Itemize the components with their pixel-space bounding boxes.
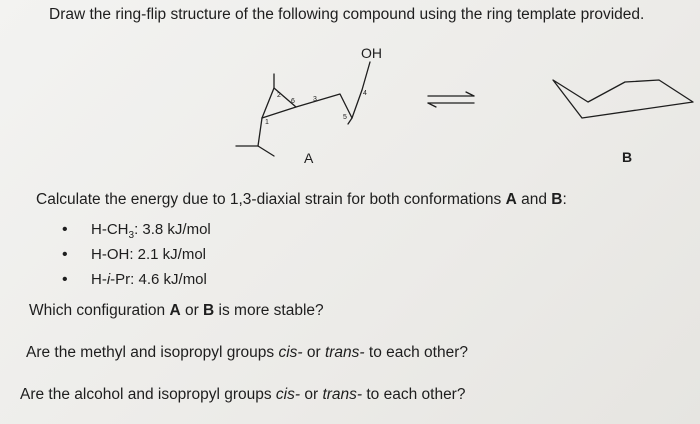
atom-number-6: 6 xyxy=(291,98,295,105)
equilibrium-arrows-icon xyxy=(428,92,474,107)
atom-number-3: 3 xyxy=(313,96,317,103)
atom-number-1: 1 xyxy=(265,119,269,126)
methyl-isopropyl-question: Are the methyl and isopropyl groups cis- or trans- to each other? xyxy=(26,344,469,361)
atom-number-2: 2 xyxy=(277,92,281,99)
stability-question: Which configuration A or B is more stable? xyxy=(29,302,324,319)
instruction-text: Draw the ring-flip structure of the following compound using the ring template provided. xyxy=(49,6,645,23)
atom-number-4: 4 xyxy=(363,90,367,97)
strain-h-ipr: • H-i-Pr: 4.6 kJ/mol xyxy=(62,270,211,295)
strain-h-ch3: • $H-CH_3$: 3.8 kJ/mol xyxy=(62,220,211,245)
chair-a-axial-c4 xyxy=(362,62,370,90)
alcohol-isopropyl-question: Are the alcohol and isopropyl groups cis- or trans- to each other? xyxy=(20,386,466,403)
conformation-b-label: B xyxy=(622,149,633,165)
chair-a-bond-c1-c6 xyxy=(262,107,296,118)
atom-number-5: 5 xyxy=(343,114,347,121)
strain-value-list xyxy=(62,220,211,295)
methyl-bond xyxy=(348,118,352,124)
strain-h-oh: • H-OH: 2.1 kJ/mol xyxy=(62,245,211,270)
chair-b-template xyxy=(553,80,693,118)
energy-question: Calculate the energy due to 1,3-diaxial strain for both conformations A and B: xyxy=(36,191,567,208)
conformation-a-label: A xyxy=(304,150,314,166)
oh-substituent-label: OH xyxy=(361,45,382,61)
isopropyl-bond xyxy=(258,118,262,146)
isopropyl-branch-right xyxy=(258,146,274,156)
